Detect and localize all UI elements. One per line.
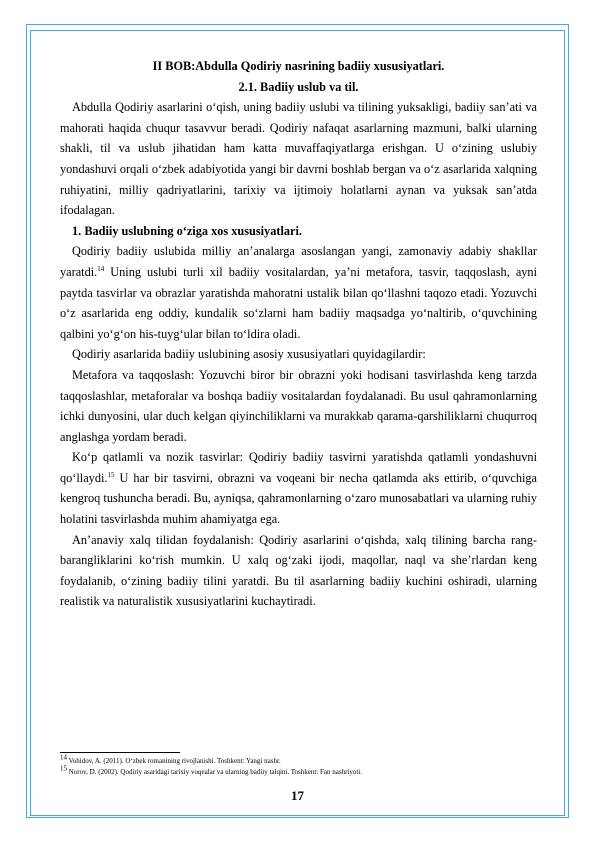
paragraph-intro: Abdulla Qodiriy asarlarini o‘qish, uning badiiy uslubi va tilining yuksakligi, badiiy san’ati va mahorati haqida chuqur tasavvur beradi. Qodiriy nafaqat asarlarning mazmuni, balki ularning shakli, til va uslub jihatidan ham katta muvaffaqiyatlarga erishgan. U o‘zining uslubiy yondashuvi orqali o‘zbek adabiyotida yangi bir davrni boshlab bergan va o‘z asarlarida xalqning ruhiyatini, milliy qadriyatlarini, tarixiy va ijtimoiy holatlarni aynan va yuksak san’atda ifodalagan. bbox=[60, 100, 537, 218]
paragraph-style-text-a: Qodiriy badiiy uslubida milliy an’analarga asoslangan yangi, zamonaviy adabiy shakllar yaratdi. bbox=[60, 244, 537, 279]
paragraph-style bbox=[60, 241, 537, 344]
footnote-ref-14[interactable]: 14 bbox=[97, 264, 105, 273]
footnote-14 bbox=[60, 753, 537, 767]
footnote-text: Norov, D. (2002). Qodiriy asaridagi tarixiy voqealar va ularning badiiy talqini. Toshkent: Fan nashriyoti. bbox=[67, 768, 363, 776]
paragraph-layered-text-a: Ko‘p qatlamli va nozik tasvirlar: Qodiriy badiiy tasvirni yaratishda qatlamli yondashuvni qo‘llaydi. bbox=[60, 450, 537, 485]
paragraph-layered-text-b: U har bir tasvirni, obrazni va voqeani bir necha qatlamda aks ettirib, o‘quvchiga kengroq tushuncha beradi. Bu, ayniqsa, qahramonlarning o‘zaro munosabatlari va ularning ruhiy holatini tasvirlashda muhim ahamiyatga ega. bbox=[60, 470, 537, 527]
paragraph-style-text-b: Uning uslubi turli xil badiiy vositalardan, ya’ni metafora, tasvir, taqqoslash, ayni paytda tasvirlar va obrazlar yaratishda mahoratni ustalik bilan qo‘llashni taqozo etadi. Yozuvchi o‘z asarlarida eng oddiy, kundalik so‘zlarni ham badiiy maqsadga yo‘naltirib, o‘quvchining qalbini yo‘g‘on his-tuyg‘ular bilan to‘ldira oladi. bbox=[60, 264, 537, 341]
chapter-title: II BOB:Abdulla Qodiriy nasrining badiiy xususiyatlari. bbox=[152, 59, 445, 73]
footnotes bbox=[60, 752, 537, 778]
document-body bbox=[60, 56, 537, 612]
paragraph-layered bbox=[60, 447, 537, 529]
footnote-number: 15 bbox=[60, 764, 67, 773]
section-title: 2.1. Badiiy uslub va til. bbox=[238, 79, 359, 94]
paragraph-folk-language: An’anaviy xalq tilidan foydalanish: Qodiriy asarlarini o‘qishda, xalq tilining barcha rang-barangliklarini ko‘rish mumkin. U xalq og‘zaki ijodi, maqollar, naql va she’rlardan keng foydalanib, o‘zining badiiy tilini yaratdi. Bu til asarlarning badiiy kuchini oshiradi, ularning realistik va naturalistik xususiyatlarini kuchaytiradi. bbox=[60, 532, 537, 609]
subheading-text: Badiiy uslubning o‘ziga xos xususiyatlari. bbox=[84, 223, 302, 238]
footnote-text: Vohidov, A. (2011). O‘zbek romanining rivojlanishi. Toshkent: Yangi nashr. bbox=[67, 757, 281, 765]
footnote-15 bbox=[60, 764, 537, 778]
page-number: 17 bbox=[291, 788, 304, 803]
footnote-ref-15[interactable]: 15 bbox=[107, 470, 115, 479]
subheading-number: 1. bbox=[72, 223, 82, 238]
paragraph-list-intro: Qodiriy asarlarida badiiy uslubining asosiy xususiyatlari quyidagilardir: bbox=[72, 347, 426, 362]
footnote-number: 14 bbox=[60, 753, 67, 762]
subheading bbox=[60, 221, 537, 242]
footnote-divider bbox=[60, 752, 180, 753]
paragraph-metaphor: Metafora va taqqoslash: Yozuvchi biror bir obrazni yoki hodisani tasvirlashda keng tarzda taqqoslashlar, metaforalar va boshqa badiiy vositalardan foydalanadi. Bu usul qahramonlarning ichki dunyosini, ular duch kelgan qiyinchiliklarni va murakkab qarama-qarshiliklarni chuqurroq anglashga yordam beradi. bbox=[60, 367, 537, 444]
